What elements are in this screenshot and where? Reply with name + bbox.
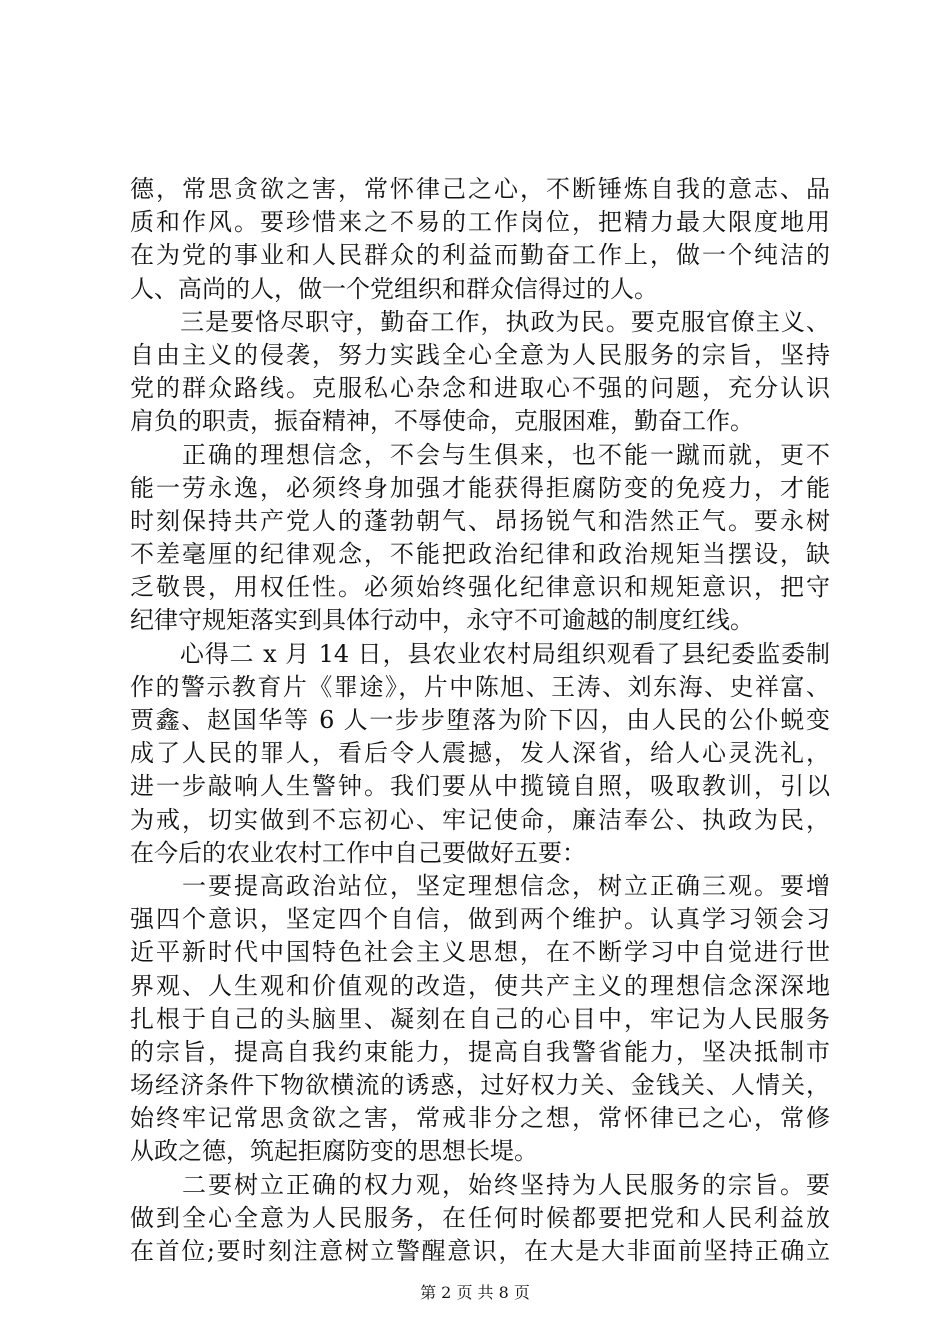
text-line: 进一步敲响人生警钟。我们要从中揽镜自照，吸取教训，引以 bbox=[130, 772, 830, 801]
text-line: 在首位;要时刻注意树立警醒意识，在大是大非面前坚持正确立 bbox=[130, 1237, 830, 1265]
document-body bbox=[130, 173, 830, 1268]
text-line: 扎根于自己的头脑里、凝刻在自己的心目中，牢记为人民服务 bbox=[130, 1004, 830, 1033]
text-line: 时刻保持共产党人的蓬勃朝气、昂扬锐气和浩然正气。要永树 bbox=[130, 506, 830, 535]
text-line: 二要树立正确的权力观，始终坚持为人民服务的宗旨。要 bbox=[130, 1170, 830, 1199]
text-line: 一要提高政治站位，坚定理想信念，树立正确三观。要增 bbox=[130, 871, 830, 900]
text-line: 场经济条件下物欲横流的诱惑，过好权力关、金钱关、人情关， bbox=[130, 1071, 830, 1100]
text-line: 在今后的农业农村工作中自己要做好五要： bbox=[130, 838, 586, 867]
text-line: 正确的理想信念，不会与生俱来，也不能一蹴而就，更不 bbox=[130, 440, 830, 469]
text-line: 作的警示教育片《罪途》，片中陈旭、王涛、刘东海、史祥富、 bbox=[130, 672, 830, 701]
text-line: 肩负的职责，振奋精神，不辱使命，克服困难，勤奋工作。 bbox=[130, 407, 754, 436]
text-line: 强四个意识，坚定四个自信，做到两个维护。认真学习领会习 bbox=[130, 905, 830, 934]
text-line: 为戒，切实做到不忘初心、牢记使命，廉洁奉公、执政为民， bbox=[130, 805, 830, 834]
text-line: 在为党的事业和人民群众的利益而勤奋工作上，做一个纯洁的 bbox=[130, 241, 830, 270]
text-line: 自由主义的侵袭，努力实践全心全意为人民服务的宗旨，坚持 bbox=[130, 340, 830, 369]
text-line: 的宗旨，提高自我约束能力，提高自我警省能力，坚决抵制市 bbox=[130, 1037, 830, 1066]
page-footer: 第 2 页 共 8 页 bbox=[420, 1283, 530, 1302]
text-line: 界观、人生观和价值观的改造，使共产主义的理想信念深深地 bbox=[130, 971, 830, 1000]
text-line: 纪律守规矩落实到具体行动中，永守不可逾越的制度红线。 bbox=[130, 606, 754, 635]
text-line: 不差毫厘的纪律观念，不能把政治纪律和政治规矩当摆设，缺 bbox=[130, 540, 830, 569]
text-line: 人、高尚的人，做一个党组织和群众信得过的人。 bbox=[130, 274, 658, 303]
text-line: 贾鑫、赵国华等 6 人一步步堕落为阶下囚，由人民的公仆蜕变 bbox=[130, 706, 830, 734]
text-line: 心得二 x 月 14 日，县农业农村局组织观看了县纪委监委制 bbox=[130, 639, 830, 668]
text-line: 质和作风。要珍惜来之不易的工作岗位，把精力最大限度地用 bbox=[130, 208, 830, 237]
text-line: 三是要恪尽职守，勤奋工作，执政为民。要克服官僚主义、 bbox=[130, 307, 830, 336]
text-line: 乏敬畏，用权任性。必须始终强化纪律意识和规矩意识，把守 bbox=[130, 573, 830, 602]
text-line: 成了人民的罪人，看后令人震撼，发人深省，给人心灵洗礼， bbox=[130, 739, 830, 768]
text-line: 德，常思贪欲之害，常怀律己之心，不断锤炼自我的意志、品 bbox=[130, 175, 830, 203]
text-line: 近平新时代中国特色社会主义思想，在不断学习中自觉进行世 bbox=[130, 938, 830, 967]
text-line: 从政之德，筑起拒腐防变的思想长堤。 bbox=[130, 1137, 538, 1166]
text-line: 党的群众路线。克服私心杂念和进取心不强的问题，充分认识 bbox=[130, 374, 830, 403]
text-line: 能一劳永逸，必须终身加强才能获得拒腐防变的免疫力，才能 bbox=[130, 473, 830, 502]
text-line: 做到全心全意为人民服务，在任何时候都要把党和人民利益放 bbox=[130, 1203, 830, 1232]
text-line: 始终牢记常思贪欲之害，常戒非分之想，常怀律已之心，常修 bbox=[130, 1104, 830, 1133]
